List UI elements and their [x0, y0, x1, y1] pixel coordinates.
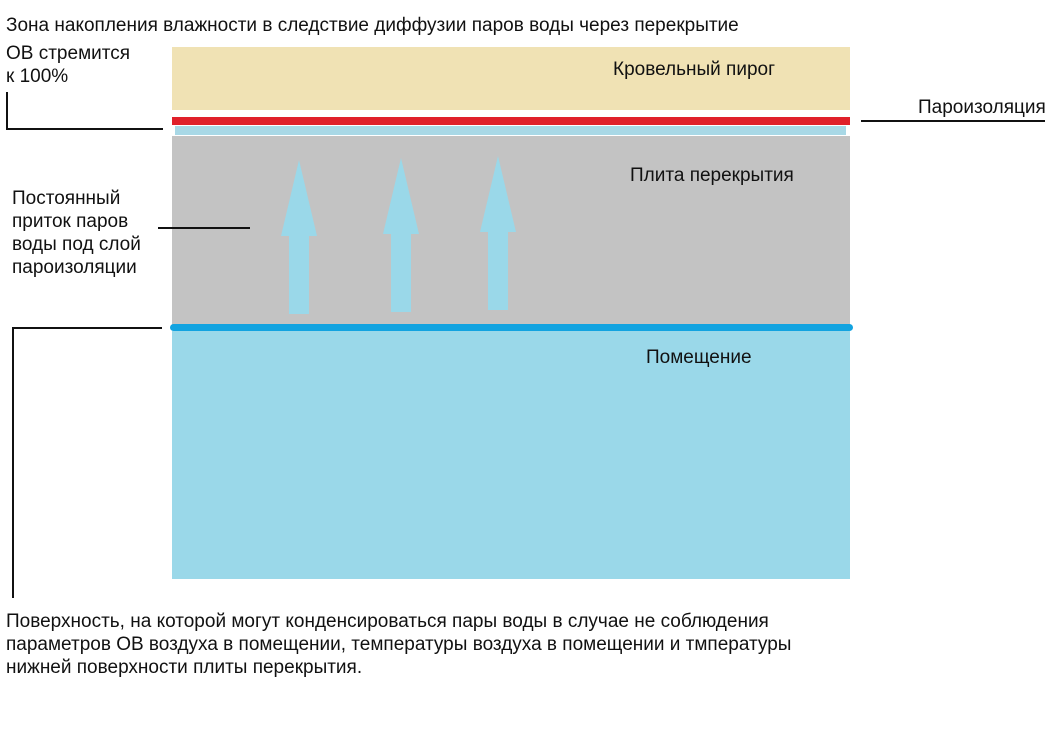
vapor-inflow-leader [158, 227, 250, 229]
condensation-surface-annotation: Поверхность, на которой могут конденсироваться пары воды в случае не соблюдения параметров ОВ воздуха в помещении, температуры воздуха в помещении и тмпературы нижней поверхности плиты перекрытия. [6, 611, 792, 678]
condensation-leader-vertical [12, 327, 14, 598]
humidity-zone-leader-vertical [6, 92, 8, 130]
condensation-leader-horizontal [12, 327, 162, 329]
vapor-inflow-annotation: Постоянный приток паров воды под слой пароизоляции [12, 188, 141, 278]
diagram-title: Зона накопления влажности в следствие диффузии паров воды через перекрытие [6, 15, 739, 36]
room-layer-label: Помещение [646, 347, 752, 368]
condensation-surface-line [170, 324, 853, 331]
slab-layer-label: Плита перекрытия [630, 165, 794, 186]
roof-layer-label: Кровельный пирог [613, 59, 776, 80]
vapor-barrier-leader [861, 120, 1045, 122]
humidity-zone-annotation: ОВ стремится к 100% [6, 43, 131, 87]
moisture-accumulation-zone [175, 126, 846, 135]
vapor-barrier-label: Пароизоляция [918, 97, 1046, 118]
humidity-zone-leader-horizontal [6, 128, 163, 130]
vapor-barrier-layer [172, 117, 850, 125]
